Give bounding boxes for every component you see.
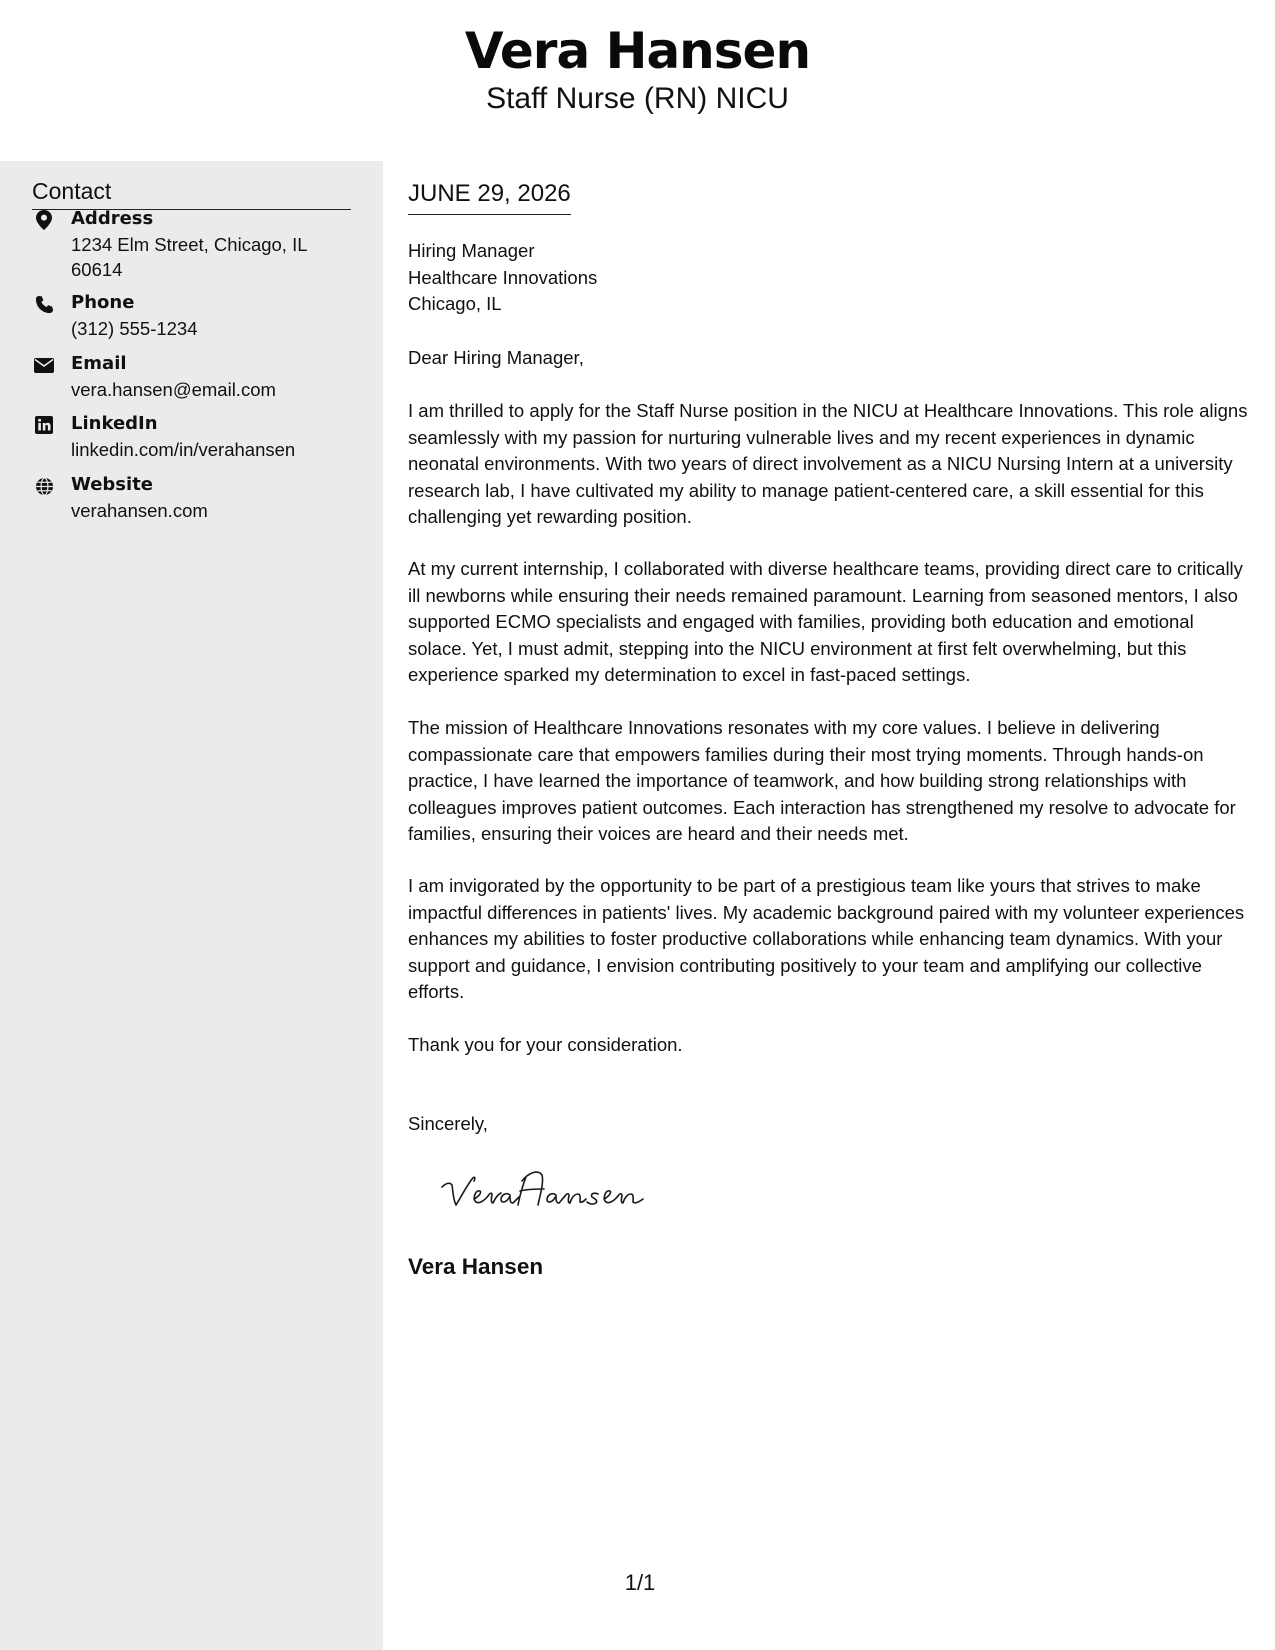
letter-paragraph: I am thrilled to apply for the Staff Nurse position in the NICU at Healthcare Innovations. This role aligns seamlessly with my passion for nurturing vulnerable lives and my recent experiences in dynamic neonatal environments. With two years of direct involvement as a NICU Nursing Intern at a university research lab, I have cultivated my ability to manage patient-centered care, a skill essential for this challenging yet rewarding position. — [408, 400, 1248, 527]
contact-label: Email — [71, 353, 127, 374]
letter-paragraph: The mission of Healthcare Innovations resonates with my core values. I believe in delivering compassionate care that empowers families during their most trying moments. Through hands-on practice, I have learned the importance of teamwork, and how building strong relationships with colleagues improves patient outcomes. Each interaction has strengthened my resolve to advocate for families, ensuring their voices are heard and their needs met. — [408, 717, 1236, 844]
recipient-line: Hiring Manager — [408, 240, 535, 261]
recipient-line: Healthcare Innovations — [408, 266, 598, 288]
signer-name: Vera Hansen — [408, 1254, 544, 1279]
contact-heading: Contact — [32, 178, 351, 210]
contact-value: (312) 555-1234 — [71, 318, 198, 339]
contact-label: Website — [71, 474, 154, 495]
location-pin-icon — [32, 209, 56, 231]
letter-date: JUNE 29, 2026 — [408, 180, 571, 215]
letter-paragraph: I am invigorated by the opportunity to be part of a prestigious team like yours that strives to make impactful differences in patients' lives. My academic background paired with my volunteer experiences enhances my abilities to foster productive collaborations while enhancing team dynamics. With your support and guidance, I envision contributing positively to your team and amplifying our collective efforts. — [408, 875, 1245, 1002]
letter-paragraph: At my current internship, I collaborated with diverse healthcare teams, providing direct care to critically ill newborns while ensuring their needs remained paramount. Learning from seasoned mentors, I also supported ECMO specialists and engaged with families, providing both education and emotional solace. Yet, I must admit, stepping into the NICU environment at first felt overwhelming, but this experience sparked my determination to excel in fast-paced settings. — [408, 558, 1243, 685]
contact-value: 1234 Elm Street, Chicago, IL 60614 — [71, 234, 307, 280]
contact-label: LinkedIn — [71, 413, 158, 434]
envelope-icon — [32, 354, 56, 376]
handwritten-signature — [436, 1159, 656, 1219]
contact-label: Address — [71, 208, 154, 229]
linkedin-icon — [32, 414, 56, 436]
contact-label: Phone — [71, 292, 135, 313]
closing-line: Sincerely, — [408, 1113, 488, 1134]
resume-header — [0, 0, 1275, 161]
contact-sidebar — [0, 161, 383, 1650]
recipient-block — [408, 238, 597, 318]
salutation: Dear Hiring Manager, — [408, 347, 584, 368]
thanks-line: Thank you for your consideration. — [408, 1034, 683, 1055]
applicant-name: Vera Hansen — [464, 22, 811, 80]
page-number: 1/1 — [624, 1570, 656, 1595]
globe-icon — [32, 475, 56, 497]
phone-icon — [32, 293, 56, 315]
contact-value: verahansen.com — [71, 500, 208, 521]
contact-value: linkedin.com/in/verahansen — [71, 439, 296, 460]
contact-value: vera.hansen@email.com — [71, 379, 276, 400]
applicant-role: Staff Nurse (RN) NICU — [486, 82, 789, 115]
recipient-line: Chicago, IL — [408, 293, 502, 314]
